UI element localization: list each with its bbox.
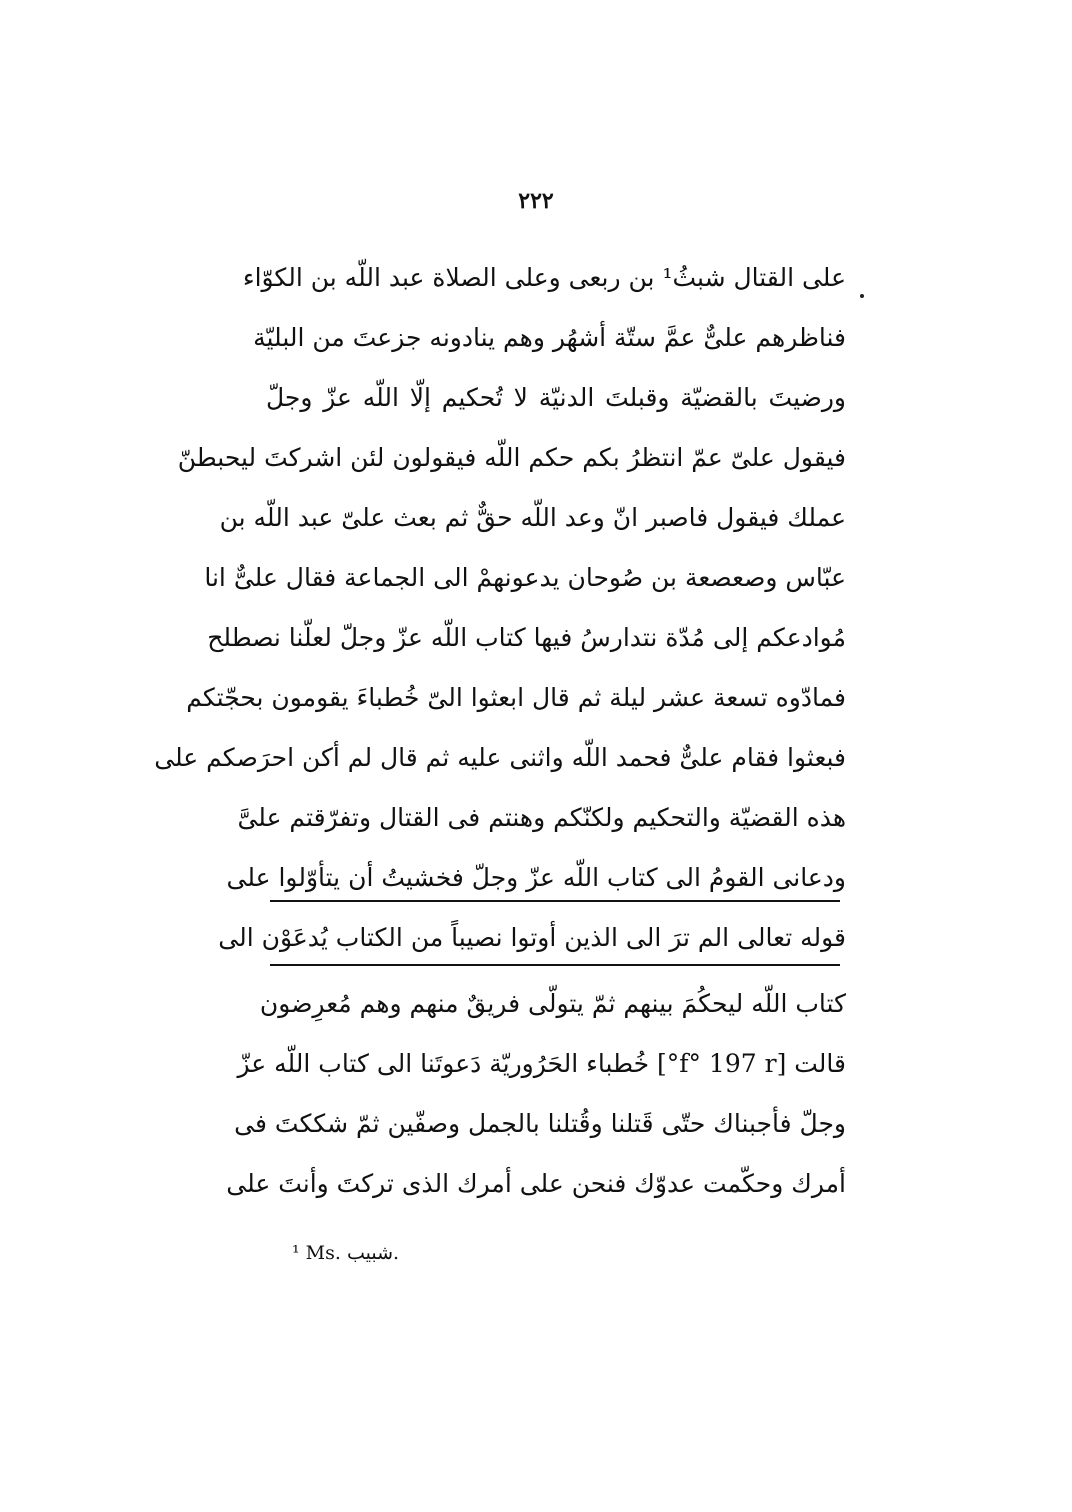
quoted-verse-line: قوله تعالى الم ترَ الى الذين أوتوا نصيباً من الكتاب يُدعَوْن الى <box>218 923 846 952</box>
text-line: هذه القضيّة والتحكيم ولكنّكم وهنتم فى القتال وتفرّقتم علىَّ <box>237 803 846 832</box>
text-line: عملك فيقول فاصبر انّ وعد اللّه حقٌّ ثم بعث علىّ عبد اللّه بن <box>219 503 846 532</box>
text-line: ورضيتَ بالقضيّة وقبلتَ الدنيّة لا تُحكيم إلّا اللّه عزّ وجلّ <box>266 383 846 412</box>
text-line: فيقول علىّ عمّ انتظرُ بكم حكم اللّه فيقولون لئن اشركتَ ليحبطنّ <box>177 443 846 472</box>
text-line: على القتال شبثُ¹ بن ربعى وعلى الصلاة عبد اللّه بن الكوّاء <box>242 263 846 292</box>
main-text-block <box>154 248 846 1214</box>
text-line: مُوادعكم إلى مُدّة نتدارسُ فيها كتاب اللّه عزّ وجلّ لعلّنا نصطلح <box>207 623 846 652</box>
text-line: ودعانى القومُ الى كتاب اللّه عزّ وجلّ فخشيتُ أن يتأوّلوا على <box>226 863 846 892</box>
text-line: فناظرهم علىٌّ عمَّ ستّة أشهُر وهم ينادونه جزعتَ من البليّة <box>253 323 846 352</box>
text-line: كتاب اللّه ليحكُمَ بينهم ثمّ يتولّى فريقٌ منهم وهم مُعرِضون <box>259 989 846 1018</box>
stray-ink-mark <box>860 294 864 298</box>
page-number: ٢٢٢ <box>518 188 554 214</box>
text-line: عبّاس وصعصعة بن صُوحان يدعونهمْ الى الجماعة فقال علىٌّ انا <box>204 563 846 592</box>
text-line: فمادّوه تسعة عشر ليلة ثم قال ابعثوا الىّ خُطباءَ يقومون بحجّتكم <box>186 683 846 712</box>
footnote: ¹ Ms. شبيب. <box>292 1242 400 1264</box>
text-line: فبعثوا فقام علىٌّ فحمد اللّه واثنى عليه ثم قال لم أكن احرَصكم على <box>154 743 846 772</box>
text-line: قالت [f° 197 r°] خُطباء الحَرُوريّة دَعوتَنا الى كتاب اللّه عزّ <box>237 1049 846 1078</box>
text-line: أمرك وحكّمت عدوّك فنحن على أمرك الذى تركتَ وأنتَ على <box>226 1169 846 1198</box>
text-line: وجلّ فأجبناك حتّى قَتلنا وقُتلنا بالجمل وصفّين ثمّ شككتَ فى <box>234 1109 846 1138</box>
